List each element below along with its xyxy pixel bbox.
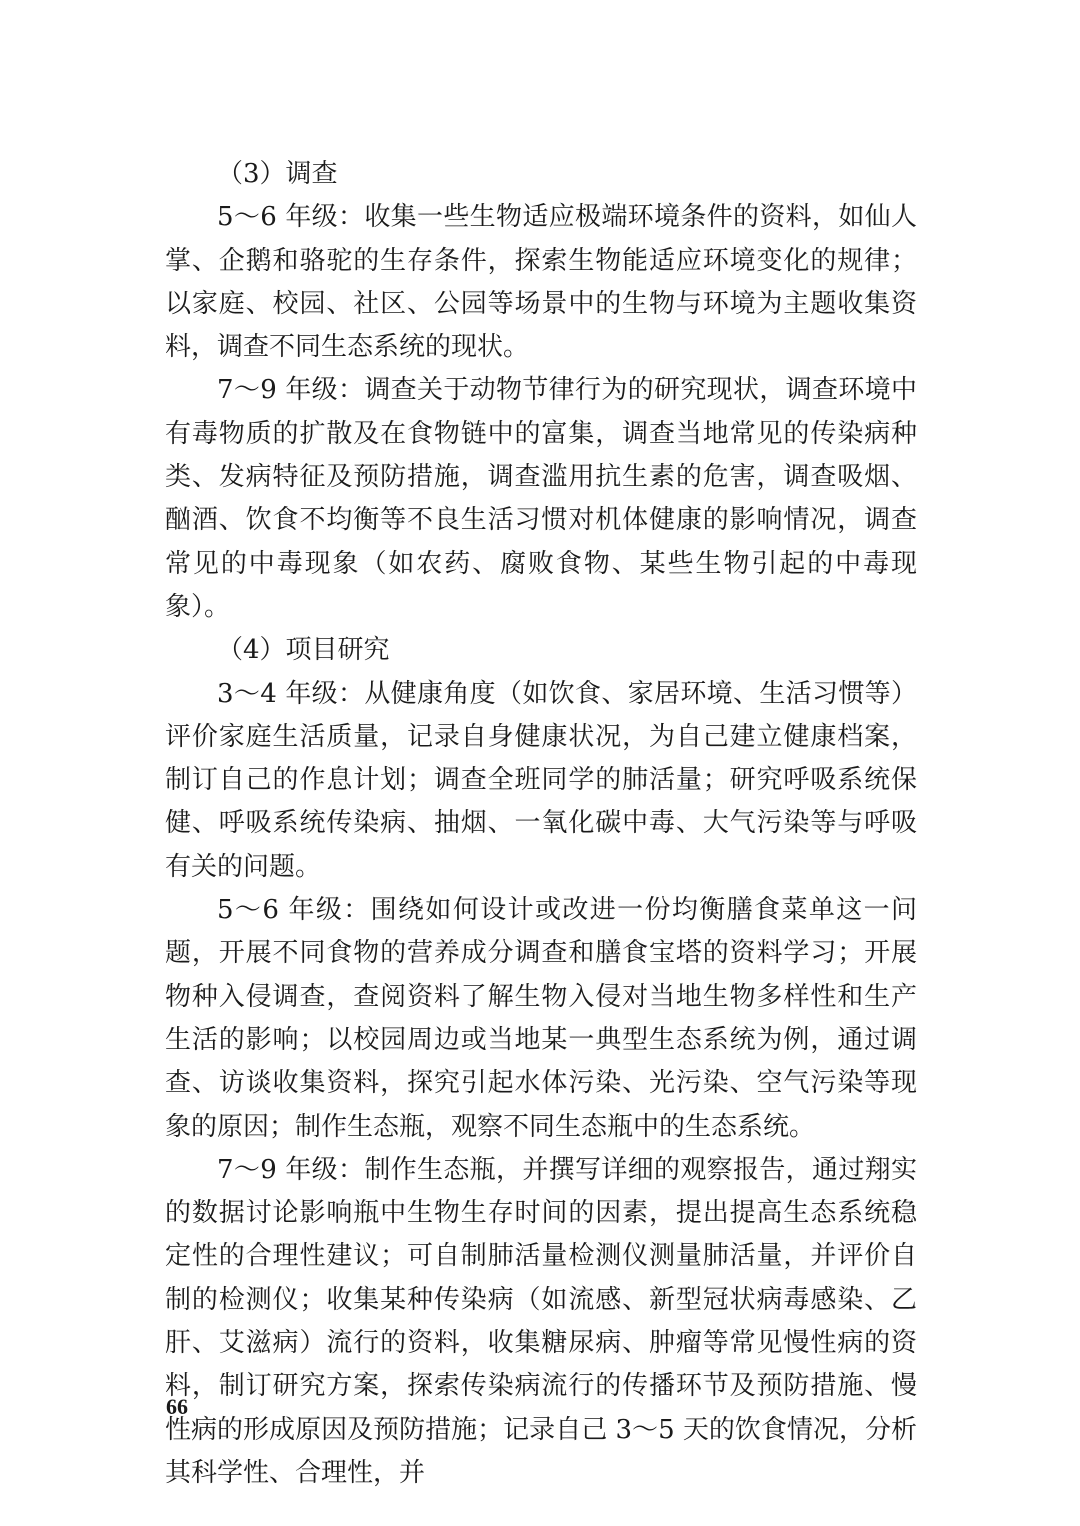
section-heading-project-research: （4）项目研究 — [217, 635, 390, 666]
paragraph-survey-grade-7-9: 7～9 年级：调查关于动物节律行为的研究现状，调查环境中有毒物质的扩散及在食物链中的富集，调查当地常见的传染病种类、发病特征及预防措施，调查滥用抗生素的危害，调查吸烟、酗酒、饮食不均衡等不良生活习惯对机体健康的影响情况，调查常见的中毒现象（如农药、腐败食物、某些生物引起的中毒现象）。 — [165, 375, 917, 622]
paragraph-project-grade-3-4: 3～4 年级：从健康角度（如饮食、家居环境、生活习惯等）评价家庭生活质量，记录自身健康状况，为自己建立健康档案，制订自己的作息计划；调查全班同学的肺活量；研究呼吸系统保健、呼吸系统传染病、抽烟、一氧化碳中毒、大气污染等与呼吸有关的问题。 — [165, 678, 917, 882]
paragraph-project-grade-5-6: 5～6 年级：围绕如何设计或改进一份均衡膳食菜单这一问题，开展不同食物的营养成分调查和膳食宝塔的资料学习；开展物种入侵调查，查阅资料了解生物入侵对当地生物多样性和生产生活的影响；以校园周边或当地某一典型生态系统为例，通过调查、访谈收集资料，探究引起水体污染、光污染、空气污染等现象的原因；制作生态瓶，观察不同生态瓶中的生态系统。 — [165, 895, 917, 1142]
paragraph-survey-grade-5-6: 5～6 年级：收集一些生物适应极端环境条件的资料，如仙人掌、企鹅和骆驼的生存条件，探索生物能适应环境变化的规律；以家庭、校园、社区、公园等场景中的生物与环境为主题收集资料，调查不同生态系统的现状。 — [165, 202, 917, 363]
page-number: 66 — [166, 1394, 188, 1419]
section-heading-survey: （3）调查 — [217, 159, 338, 189]
page-body — [165, 153, 917, 1495]
paragraph-project-grade-7-9: 7～9 年级：制作生态瓶，并撰写详细的观察报告，通过翔实的数据讨论影响瓶中生物生存时间的因素，提出提高生态系统稳定性的合理性建议；可自制肺活量检测仪测量肺活量，并评价自制的检测仪；收集某种传染病（如流感、新型冠状病毒感染、乙肝、艾滋病）流行的资料，收集糖尿病、肿瘤等常见慢性病的资料，制订研究方案，探索传染病流行的传播环节及预防措施、慢性病的形成原因及预防措施；记录自己 3～5 天的饮食情况，分析其科学性、合理性，并 — [165, 1154, 917, 1488]
